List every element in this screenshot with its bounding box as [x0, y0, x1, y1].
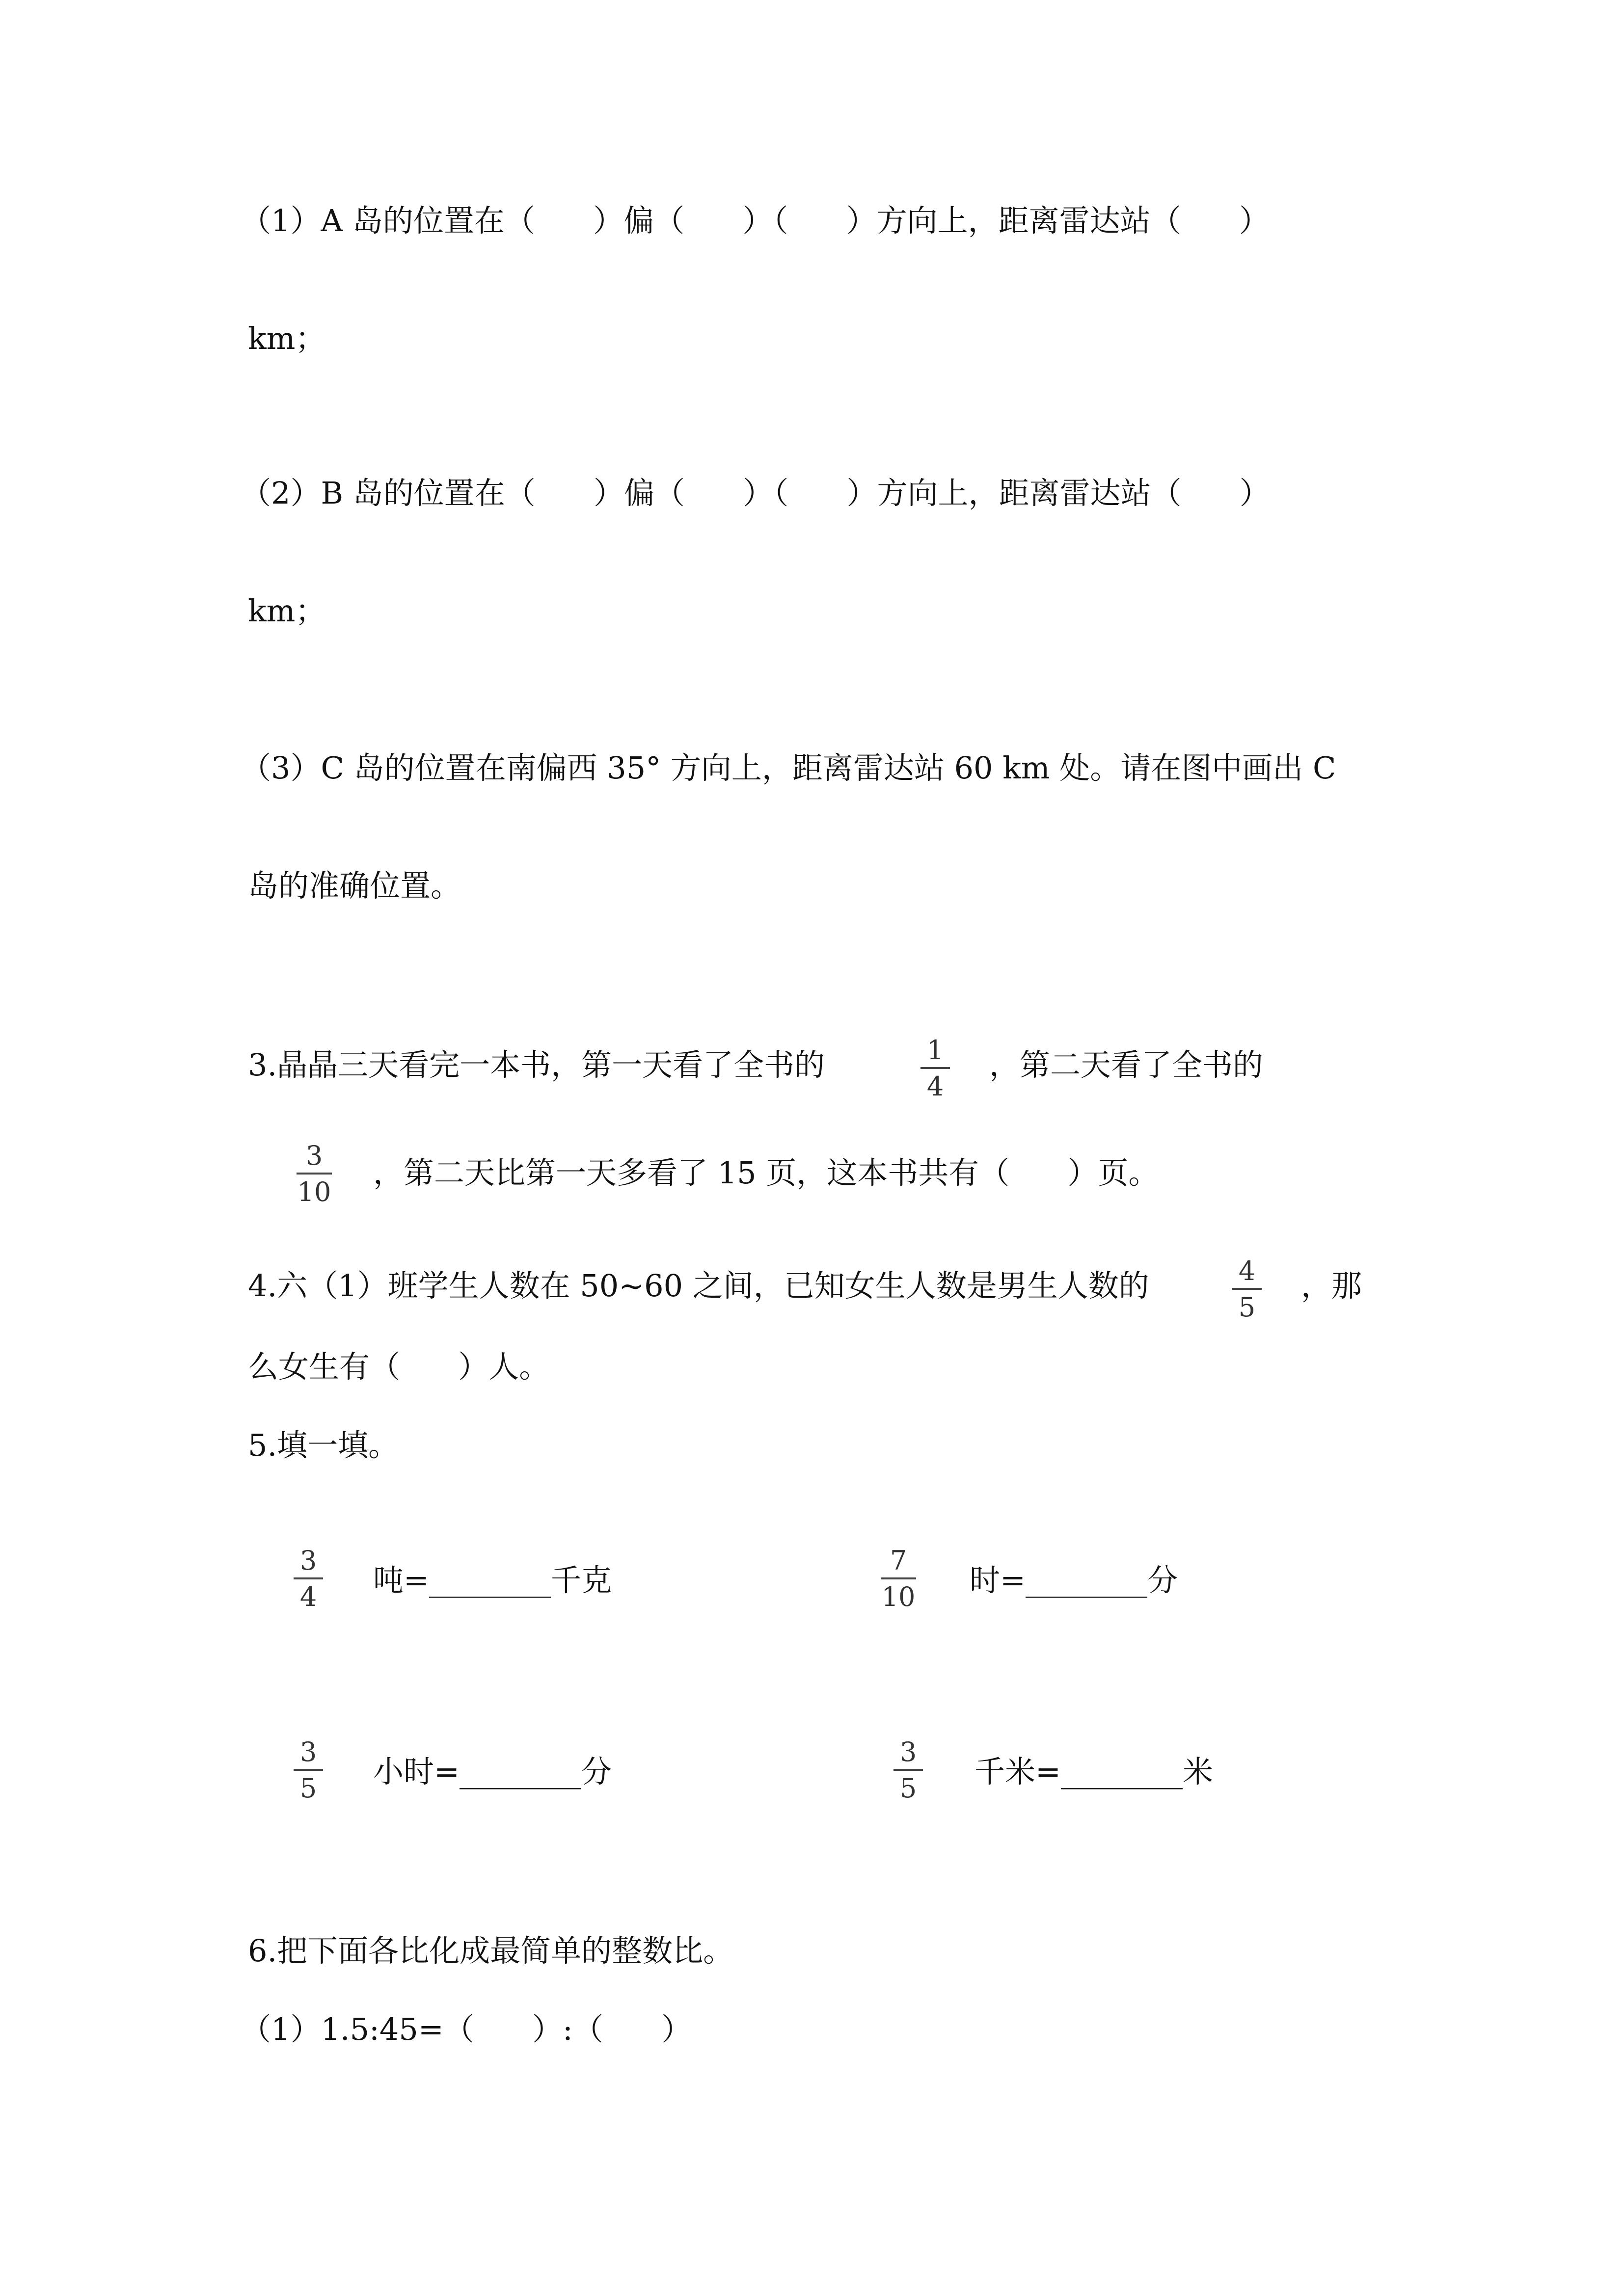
q4-text-b: ，那 — [1301, 1268, 1362, 1304]
q3-text-c: ，第二天比第一天多看了 15 页，这本书共有（ ）页。 — [373, 1155, 1159, 1191]
fraction-bar — [1232, 1288, 1262, 1290]
q5-item4-text: 千米=________米 — [974, 1754, 1213, 1789]
q5-item3-numerator: 3 — [299, 1736, 317, 1767]
q5-item2-text: 时=________分 — [970, 1562, 1178, 1598]
fraction-bar — [294, 1577, 323, 1579]
q2-b-line2: km； — [248, 593, 326, 629]
q4-text-a: 4.六（1）班学生人数在 50~60 之间，已知女生人数是男生人数的 — [248, 1268, 1149, 1304]
fraction-bar — [881, 1577, 916, 1579]
q5-item3-text: 小时=________分 — [373, 1754, 612, 1789]
q4-fraction — [1227, 1256, 1267, 1322]
q5-item2-numerator: 7 — [890, 1545, 907, 1576]
q3-fraction-2-numerator: 3 — [305, 1140, 323, 1171]
q5-item1-numerator: 3 — [299, 1545, 317, 1576]
q4-fraction-numerator: 4 — [1238, 1255, 1256, 1286]
q5-title: 5.填一填。 — [248, 1427, 399, 1463]
q2-c-line1: （3）C 岛的位置在南偏西 35° 方向上，距离雷达站 60 km 处。请在图中画出 C — [241, 750, 1336, 786]
q3-fraction-1 — [916, 1036, 955, 1101]
fraction-bar — [297, 1173, 332, 1175]
q3-fraction-2 — [295, 1141, 334, 1207]
q4-fraction-denominator: 5 — [1238, 1292, 1256, 1323]
q3-text-a: 3.晶晶三天看完一本书，第一天看了全书的 — [248, 1047, 825, 1083]
fraction-bar — [893, 1769, 923, 1771]
q2-a-line2: km； — [248, 320, 326, 356]
q2-b-line1: （2）B 岛的位置在（ ）偏（ ）（ ）方向上，距离雷达站（ ） — [241, 475, 1270, 511]
q6-item1: （1）1.5:45=（ ）:（ ） — [241, 2011, 692, 2047]
q4-text-c: 么女生有（ ）人。 — [248, 1349, 550, 1385]
q2-c-line2: 岛的准确位置。 — [248, 868, 461, 904]
q5-item1-text: 吨=________千克 — [373, 1562, 612, 1598]
q3-fraction-1-denominator: 4 — [926, 1071, 944, 1102]
q3-fraction-2-denominator: 10 — [297, 1176, 331, 1207]
q5-item2-fraction — [879, 1546, 918, 1612]
q5-item1-fraction — [289, 1546, 328, 1612]
q2-a-line1: （1）A 岛的位置在（ ）偏（ ）（ ）方向上，距离雷达站（ ） — [241, 203, 1270, 239]
q3-fraction-1-numerator: 1 — [926, 1035, 944, 1066]
q6-title: 6.把下面各比化成最简单的整数比。 — [248, 1933, 734, 1969]
fraction-bar — [920, 1067, 950, 1069]
q5-item4-numerator: 3 — [899, 1736, 917, 1767]
fraction-bar — [294, 1769, 323, 1771]
q5-item3-denominator: 5 — [299, 1773, 317, 1804]
q5-item4-denominator: 5 — [899, 1773, 917, 1804]
q5-item2-denominator: 10 — [881, 1581, 916, 1612]
q5-item1-denominator: 4 — [299, 1581, 317, 1612]
q3-text-b: ，第二天看了全书的 — [989, 1047, 1264, 1083]
q5-item4-fraction — [889, 1737, 928, 1803]
q5-item3-fraction — [289, 1737, 328, 1803]
